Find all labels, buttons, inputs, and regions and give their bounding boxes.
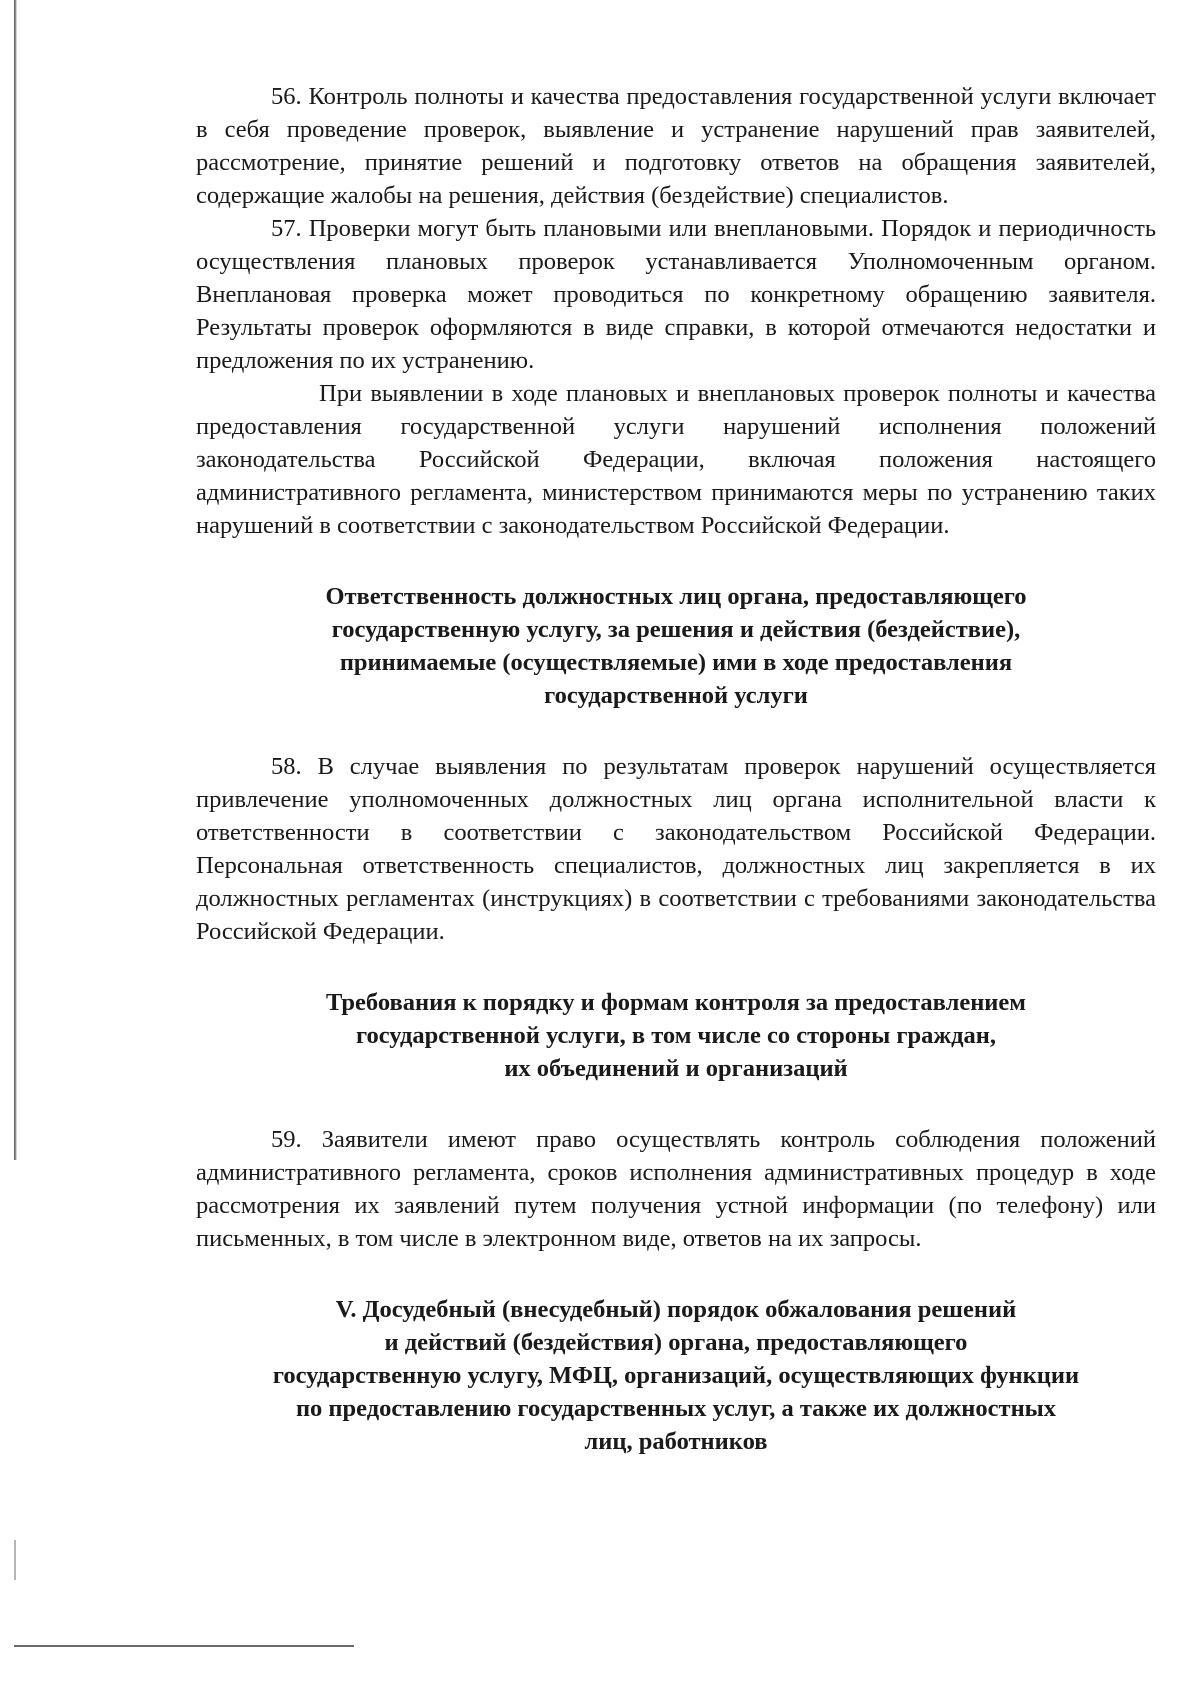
paragraph-56: 56. Контроль полноты и качества предоставления государственной услуги включает в себя проведение проверок, выявление и устранение нарушений прав заявителей, рассмотрение, принятие решений и подготовку ответов на обращения заявителей, содержащие жалобы на решения, действия (бездействие) специалистов.	[196, 83, 1156, 209]
section-heading-control-requirements	[196, 986, 1156, 1085]
heading-line: Ответственность должностных лиц органа, предоставляющего	[325, 583, 1027, 610]
paragraph-57-continued: При выявлении в ходе плановых и внеплановых проверок полноты и качества предоставления государственной услуги нарушений исполнения положений законодательства Российской Федерации, включая положения настоящего административного регламента, министерством принимаются меры по устранению таких нарушений в соответствии с законодательством Российской Федерации.	[196, 380, 1156, 539]
document-body	[196, 80, 1156, 1458]
scan-edge-left-lower	[14, 1540, 16, 1580]
heading-line: их объединений и организаций	[504, 1055, 848, 1082]
paragraph-57: 57. Проверки могут быть плановыми или внеплановыми. Порядок и периодичность осуществления плановых проверок устанавливается Уполномоченным органом. Внеплановая проверка может проводиться по конкретному обращению заявителя. Результаты проверок оформляются в виде справки, в которой отмечаются недостатки и предложения по их устранению.	[196, 215, 1156, 374]
heading-line: по предоставлению государственных услуг, а также их должностных	[295, 1395, 1057, 1422]
scan-edge-left	[14, 0, 17, 1160]
heading-line: государственной услуги, в том числе со стороны граждан,	[355, 1022, 997, 1049]
heading-line: лиц, работников	[584, 1428, 768, 1455]
paragraph-58: 58. В случае выявления по результатам проверок нарушений осуществляется привлечение уполномоченных должностных лиц органа исполнительной власти к ответственности в соответствии с законодательством Российской Федерации. Персональная ответственность специалистов, должностных лиц закрепляется в их должностных регламентах (инструкциях) в соответствии с требованиями законодательства Российской Федерации.	[196, 753, 1156, 945]
scan-edge-bottom	[14, 1645, 354, 1647]
heading-line: государственную услугу, за решения и действия (бездействие),	[331, 616, 1021, 643]
paragraph-59: 59. Заявители имеют право осуществлять контроль соблюдения положений административного регламента, сроков исполнения административных процедур в ходе рассмотрения их заявлений путем получения устной информации (по телефону) или письменных, в том числе в электронном виде, ответов на их запросы.	[196, 1126, 1156, 1252]
section-heading-responsibility	[196, 580, 1156, 712]
heading-line: принимаемые (осуществляемые) ими в ходе предоставления	[339, 649, 1013, 676]
heading-line: государственную услугу, МФЦ, организаций, осуществляющих функции	[272, 1362, 1080, 1389]
heading-line: государственной услуги	[544, 682, 808, 709]
heading-line: Требования к порядку и формам контроля за предоставлением	[326, 989, 1026, 1016]
section-heading-appeal-procedure	[196, 1293, 1156, 1458]
heading-line: V. Досудебный (внесудебный) порядок обжалования решений	[335, 1296, 1017, 1323]
heading-line: и действий (бездействия) органа, предоставляющего	[384, 1329, 968, 1356]
